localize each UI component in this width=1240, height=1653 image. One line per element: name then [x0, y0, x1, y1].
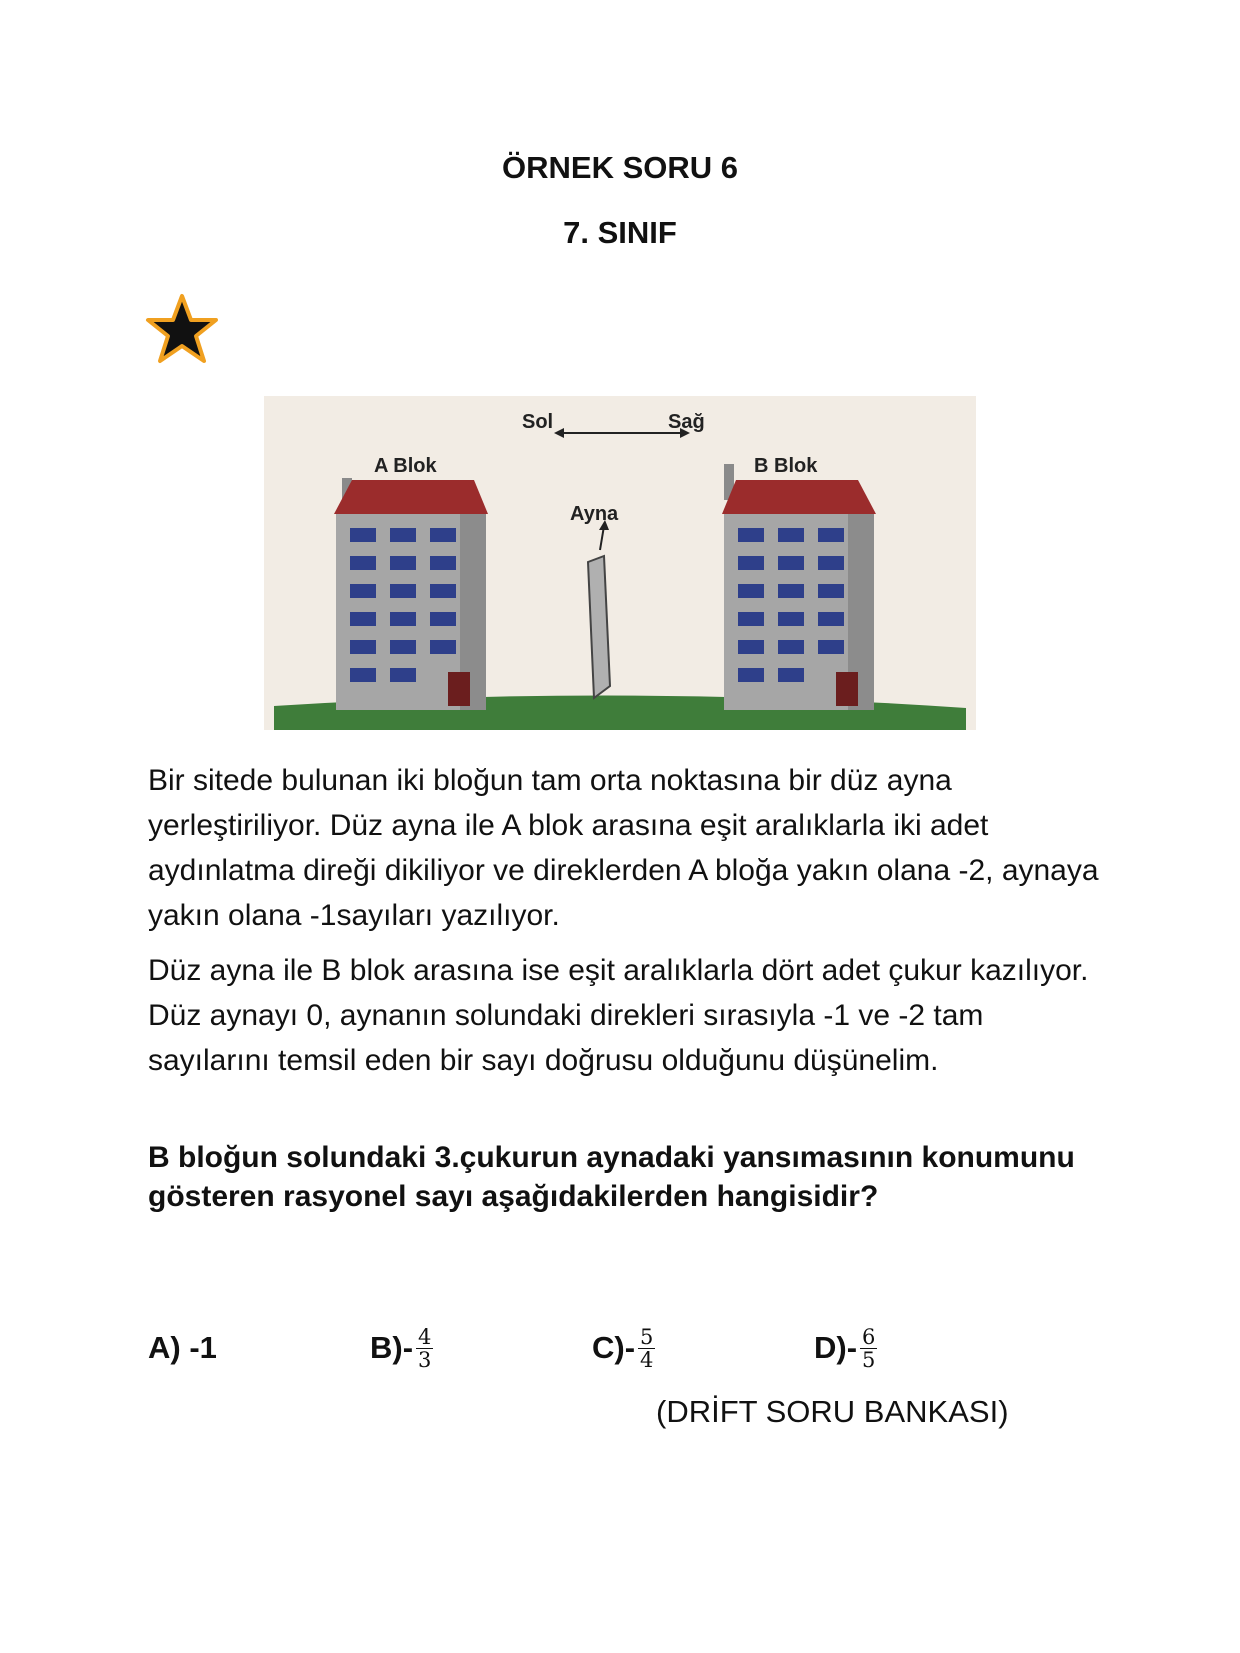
window [778, 668, 804, 682]
block-a-label: A Blok [374, 455, 437, 477]
window [430, 528, 456, 542]
building-a [334, 478, 488, 710]
window [350, 668, 376, 682]
window [738, 612, 764, 626]
option-d-label: D)- [814, 1330, 858, 1365]
window [350, 556, 376, 570]
option-a-label: A) -1 [148, 1330, 217, 1365]
option-c-fraction [638, 1326, 655, 1371]
window [430, 612, 456, 626]
option-b-denominator: 3 [418, 1347, 432, 1372]
grade-label: 7. SINIF [563, 215, 677, 250]
window [778, 584, 804, 598]
paragraph-1: Bir sitede bulunan iki bloğun tam orta noktasına bir düz ayna yerleştiriliyor. Düz ayna ile A blok arasına eşit aralıklarla iki adet aydınlatma direği dikiliyor ve direklerden A bloğa yakın olana -2, aynaya yakın olana -1sayıları yazılıyor. [148, 764, 1099, 932]
block-b-label: B Blok [754, 455, 818, 477]
blocks-mirror-figure [264, 396, 976, 730]
direction-left-label: Sol [522, 411, 554, 433]
window [818, 584, 844, 598]
door-b [836, 672, 858, 706]
mirror-label: Ayna [570, 503, 619, 525]
window [430, 640, 456, 654]
window [430, 584, 456, 598]
window [390, 584, 416, 598]
window [738, 584, 764, 598]
window [390, 640, 416, 654]
window [738, 556, 764, 570]
window [818, 640, 844, 654]
option-c-numerator: 5 [640, 1324, 654, 1349]
star-icon [144, 292, 220, 366]
window [350, 612, 376, 626]
window [818, 556, 844, 570]
door-a [448, 672, 470, 706]
window [818, 612, 844, 626]
window [390, 668, 416, 682]
window [818, 528, 844, 542]
window [350, 528, 376, 542]
window [778, 640, 804, 654]
option-c-label: C)- [592, 1330, 636, 1365]
question-text: B bloğun solundaki 3.çukurun aynadaki yansımasının konumunu gösteren rasyonel sayı aşağıdakilerden hangisidir? [148, 1141, 1075, 1213]
option-c-denominator: 4 [640, 1347, 654, 1372]
option-d-fraction [860, 1326, 877, 1371]
option-d[interactable] [814, 1318, 877, 1378]
option-b[interactable] [370, 1318, 433, 1378]
window [390, 556, 416, 570]
page-title: ÖRNEK SORU 6 [502, 150, 738, 185]
window [778, 556, 804, 570]
window [390, 612, 416, 626]
window [778, 528, 804, 542]
window [738, 668, 764, 682]
window [430, 556, 456, 570]
window [738, 640, 764, 654]
option-b-fraction [416, 1326, 433, 1371]
option-c[interactable] [592, 1318, 655, 1378]
window [778, 612, 804, 626]
window [738, 528, 764, 542]
paragraph-2: Düz ayna ile B blok arasına ise eşit aralıklarla dört adet çukur kazılıyor. Düz aynayı 0, aynanın solundaki direkleri sırasıyla -1 ve -2 tam sayılarını temsil eden bir sayı doğrusu olduğunu düşünelim. [148, 954, 1089, 1077]
window [390, 528, 416, 542]
option-b-numerator: 4 [418, 1324, 432, 1349]
source-label: (DRİFT SORU BANKASI) [656, 1394, 1009, 1429]
option-d-numerator: 6 [862, 1324, 876, 1349]
option-b-label: B)- [370, 1330, 414, 1365]
option-a[interactable] [148, 1318, 217, 1378]
building-b [722, 464, 876, 710]
option-d-denominator: 5 [862, 1347, 876, 1372]
window [350, 584, 376, 598]
window [350, 640, 376, 654]
direction-right-label: Sağ [668, 411, 705, 433]
